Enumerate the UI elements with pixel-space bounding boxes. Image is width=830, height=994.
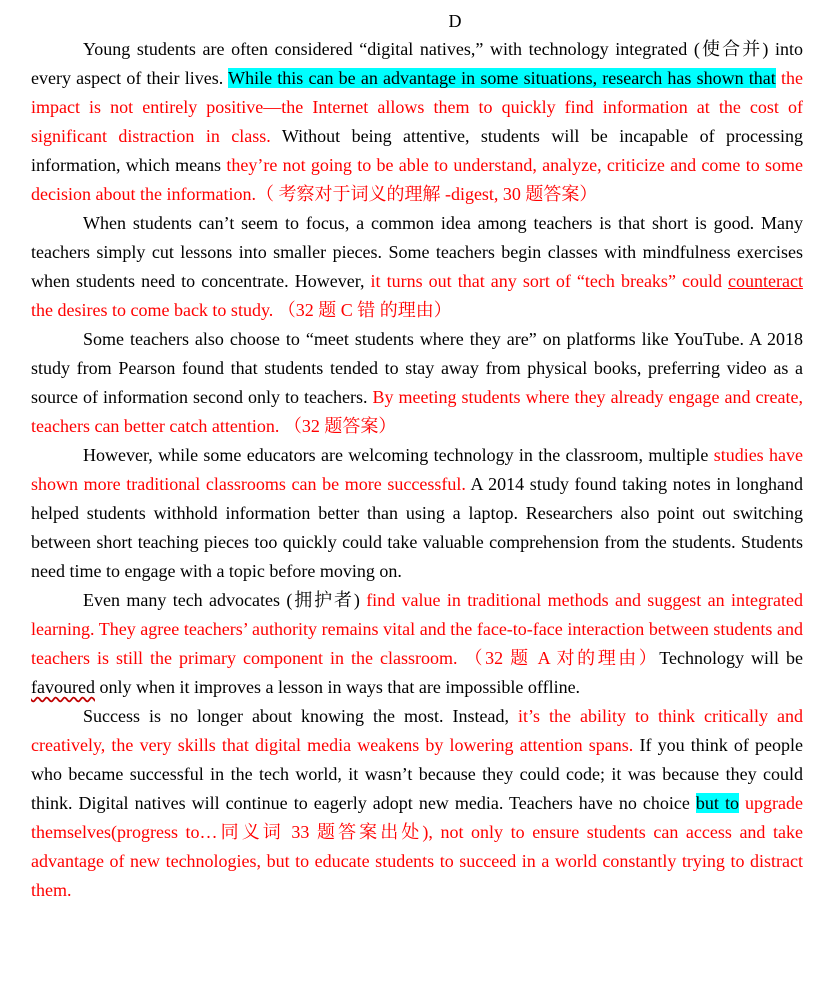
answer-annotation-text: it turns out that any sort of “tech breaks” could: [370, 271, 729, 291]
underlined-keyword: counteract: [728, 271, 803, 291]
plain-text: A 2014 study found taking notes in longhand helped students withhold information better than using a laptop. Researchers also point out switching between short teaching pieces too quickly could take valuable comprehension from the students. Students need time to engage with a topic before moving on.: [31, 474, 803, 581]
paragraph: [31, 586, 803, 702]
section-heading: D: [448, 11, 462, 31]
answer-annotation-text: the desires to come back to study. （32 题 C 错 的理由）: [31, 300, 452, 320]
answer-annotation-text: studies have shown more traditional classrooms can be more successful.: [31, 445, 803, 494]
answer-annotation-text: upgrade themselves(progress to…同义词 33 题答案出处), not only to ensure students can access and take advantage of new technologies, but to educate students to succeed in a world constantly trying to distract them.: [31, 793, 804, 900]
highlighted-text: While this can be an advantage in some situations, research has shown that: [228, 68, 776, 88]
paragraph: [31, 702, 803, 905]
plain-text: Success is no longer about knowing the most. Instead,: [83, 706, 519, 726]
answer-annotation-text: find value in traditional methods and suggest an integrated learning. They agree teachers’ authority remains vital and the face-to-face interaction between students and teachers is still the primary component in the classroom. （32 题 A 对的理由）: [31, 590, 803, 668]
plain-text: Technology will be: [659, 648, 803, 668]
paragraph: [31, 209, 803, 325]
answer-annotation-text: By meeting students where they already engage and create, teachers can better catch attention. （32 题答案）: [31, 387, 803, 436]
plain-text: However, while some educators are welcoming technology in the classroom, multiple: [83, 445, 714, 465]
plain-text: only when it improves a lesson in ways that are impossible offline.: [94, 677, 581, 697]
article-body: [31, 35, 803, 905]
plain-text: Without being attentive, students will be incapable of processing information, which means: [31, 126, 804, 175]
spellcheck-flagged-word: favoured: [31, 677, 95, 697]
plain-text: Even many tech advocates (拥护者): [83, 590, 367, 610]
paragraph: [31, 35, 803, 209]
answer-annotation-text: they’re not going to be able to understand, analyze, criticize and come to some decision about the information.（ 考察对于词义的理解 -digest, 30 题答案）: [31, 155, 803, 204]
plain-text: Young students are often considered “digital natives,” with technology integrated (使合并) into every aspect of their lives.: [31, 39, 803, 88]
answer-annotation-text: it’s the ability to think critically and creatively, the very skills that digital media weakens by lowering attention spans.: [31, 706, 804, 755]
plain-text: When students can’t seem to focus, a common idea among teachers is that short is good. Many teachers simply cut lessons into smaller pieces. Some teachers begin classes with mindfulness exercises when students need to concentrate. However,: [31, 213, 803, 291]
plain-text: Some teachers also choose to “meet students where they are” on platforms like YouTube. A 2018 study from Pearson found that students tended to stay away from physical books, preferring video as a source of information second only to teachers.: [31, 329, 803, 407]
highlighted-text: but to: [695, 793, 739, 813]
paragraph: [31, 441, 803, 586]
paragraph: [31, 325, 803, 441]
answer-annotation-text: the impact is not entirely positive—the Internet allows them to quickly find information at the cost of significant distraction in class.: [31, 68, 803, 146]
plain-text: If you think of people who became successful in the tech world, it wasn’t because they could code; it was because they could think. Digital natives will continue to eagerly adopt new media. Teachers have no choice: [31, 735, 803, 813]
